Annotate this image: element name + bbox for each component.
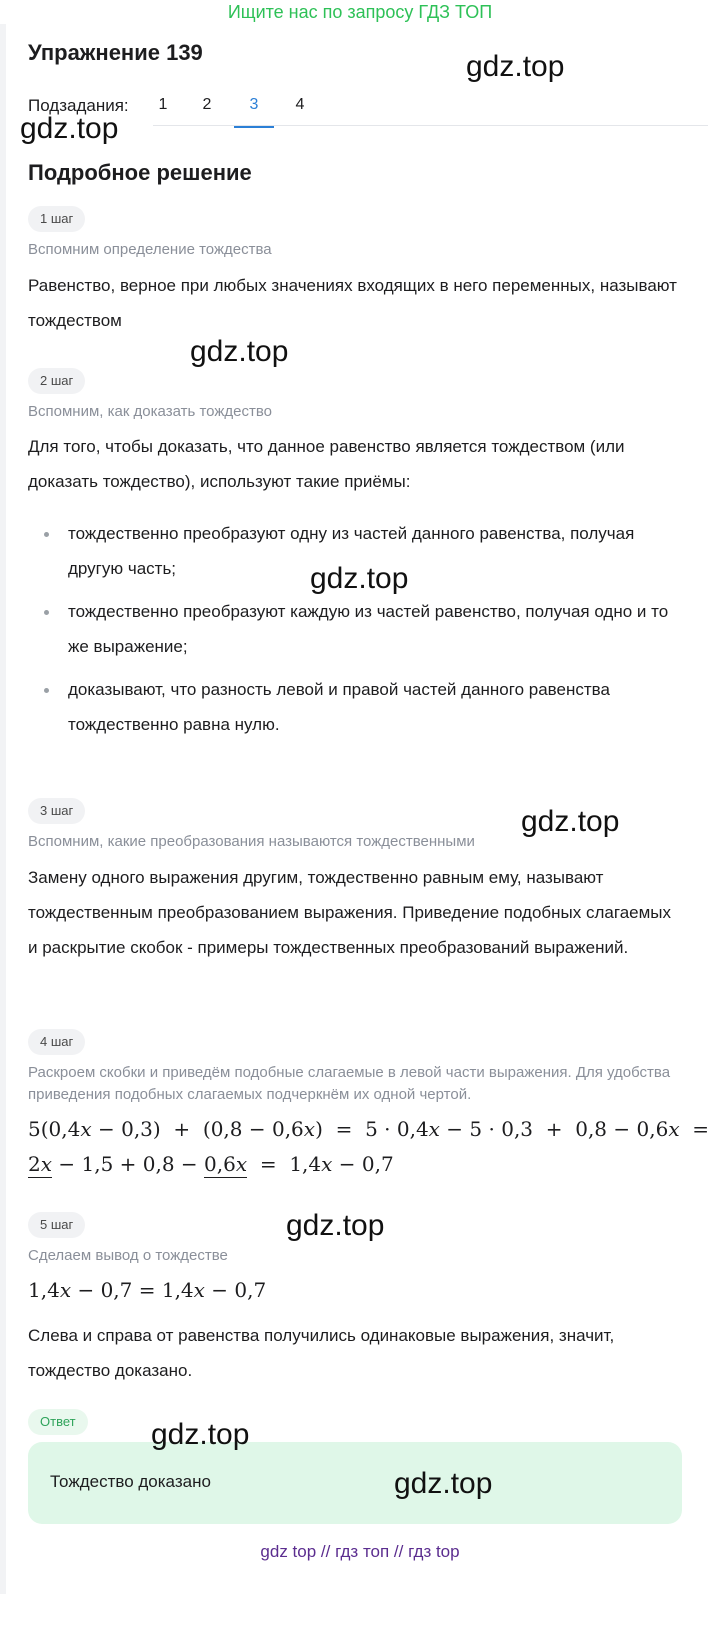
left-rail xyxy=(0,24,6,1594)
watermark: gdz.top xyxy=(466,50,565,83)
watermark: gdz.top xyxy=(310,562,409,595)
answer-chip: Ответ xyxy=(28,1409,88,1435)
bullet-text: доказывают, что разность левой и правой частей данного равенства тождественно равна нулю. xyxy=(68,680,610,734)
subtask-tabs xyxy=(28,92,708,126)
tab-4[interactable]: 4 xyxy=(295,96,305,113)
watermark: gdz.top xyxy=(151,1418,250,1451)
bullet-text: тождественно преобразуют каждую из частей равенство, получая одно и то же выражение; xyxy=(68,602,669,656)
step-4-chip: 4 шаг xyxy=(28,1029,85,1055)
bullet-dot xyxy=(44,532,49,537)
math-line-2: 2x − 1,5 + 0,8 − 0,6x = 1,4x − 0,7 xyxy=(28,1152,394,1176)
footer-links[interactable]: gdz top // гдз топ // гдз top xyxy=(260,1542,460,1561)
step-2-text: Для того, чтобы доказать, что данное равенство является тождеством (или доказать тождество), используют такие приёмы: xyxy=(28,437,625,491)
watermark: gdz.top xyxy=(20,112,119,145)
bullet-dot xyxy=(44,688,49,693)
step-1-hint: Вспомним определение тождества xyxy=(28,241,272,258)
math-conclusion: 1,4x − 0,7 = 1,4x − 0,7 xyxy=(28,1278,267,1302)
exercise-title: Упражнение 139 xyxy=(28,40,203,65)
subtasks-label: Подзадания: xyxy=(28,96,129,115)
tab-1[interactable]: 1 xyxy=(158,96,168,113)
watermark: gdz.top xyxy=(394,1467,493,1500)
step-5-text: Слева и справа от равенства получились одинаковые выражения, значит, тождество доказано. xyxy=(28,1326,615,1380)
search-banner[interactable]: Ищите нас по запросу ГДЗ ТОП xyxy=(227,2,493,22)
list-item xyxy=(28,672,688,742)
step-2-chip: 2 шаг xyxy=(28,368,85,394)
watermark: gdz.top xyxy=(521,805,620,838)
step-4-hint: Раскроем скобки и приведём подобные слагаемые в левой части выражения. Для удобства приведения подобных слагаемых подчеркнём их одной чертой. xyxy=(28,1064,671,1103)
step-3-chip: 3 шаг xyxy=(28,798,85,824)
watermark: gdz.top xyxy=(286,1209,385,1242)
step-2-hint: Вспомним, как доказать тождество xyxy=(28,403,272,420)
step-2-bullets xyxy=(28,516,688,750)
list-item xyxy=(28,594,688,664)
answer-text: Тождество доказано xyxy=(50,1472,211,1491)
step-5-hint: Сделаем вывод о тождестве xyxy=(28,1247,228,1264)
step-3-hint: Вспомним, какие преобразования называются тождественными xyxy=(28,833,475,850)
tab-2[interactable]: 2 xyxy=(202,96,212,113)
bullet-text: тождественно преобразуют одну из частей данного равенства, получая другую часть; xyxy=(68,524,635,578)
tab-3[interactable]: 3 xyxy=(234,96,274,128)
watermark: gdz.top xyxy=(190,335,289,368)
step-3-text: Замену одного выражения другим, тождественно равным ему, называют тождественным преобразованием выражения. Приведение подобных слагаемых и раскрытие скобок - примеры тождественных преобразований выражений. xyxy=(28,868,672,957)
step-1-text: Равенство, верное при любых значениях входящих в него переменных, называют тождеством xyxy=(28,276,677,330)
math-line-1: 5(0,4x − 0,3) + (0,8 − 0,6x) = 5 · 0,4x − 5 · 0,3 + 0,8 − 0,6x = xyxy=(28,1117,710,1141)
step-1-chip: 1 шаг xyxy=(28,206,85,232)
step-5-chip: 5 шаг xyxy=(28,1212,85,1238)
answer-box xyxy=(28,1442,682,1524)
section-title: Подробное решение xyxy=(28,160,252,185)
bullet-dot xyxy=(44,610,49,615)
